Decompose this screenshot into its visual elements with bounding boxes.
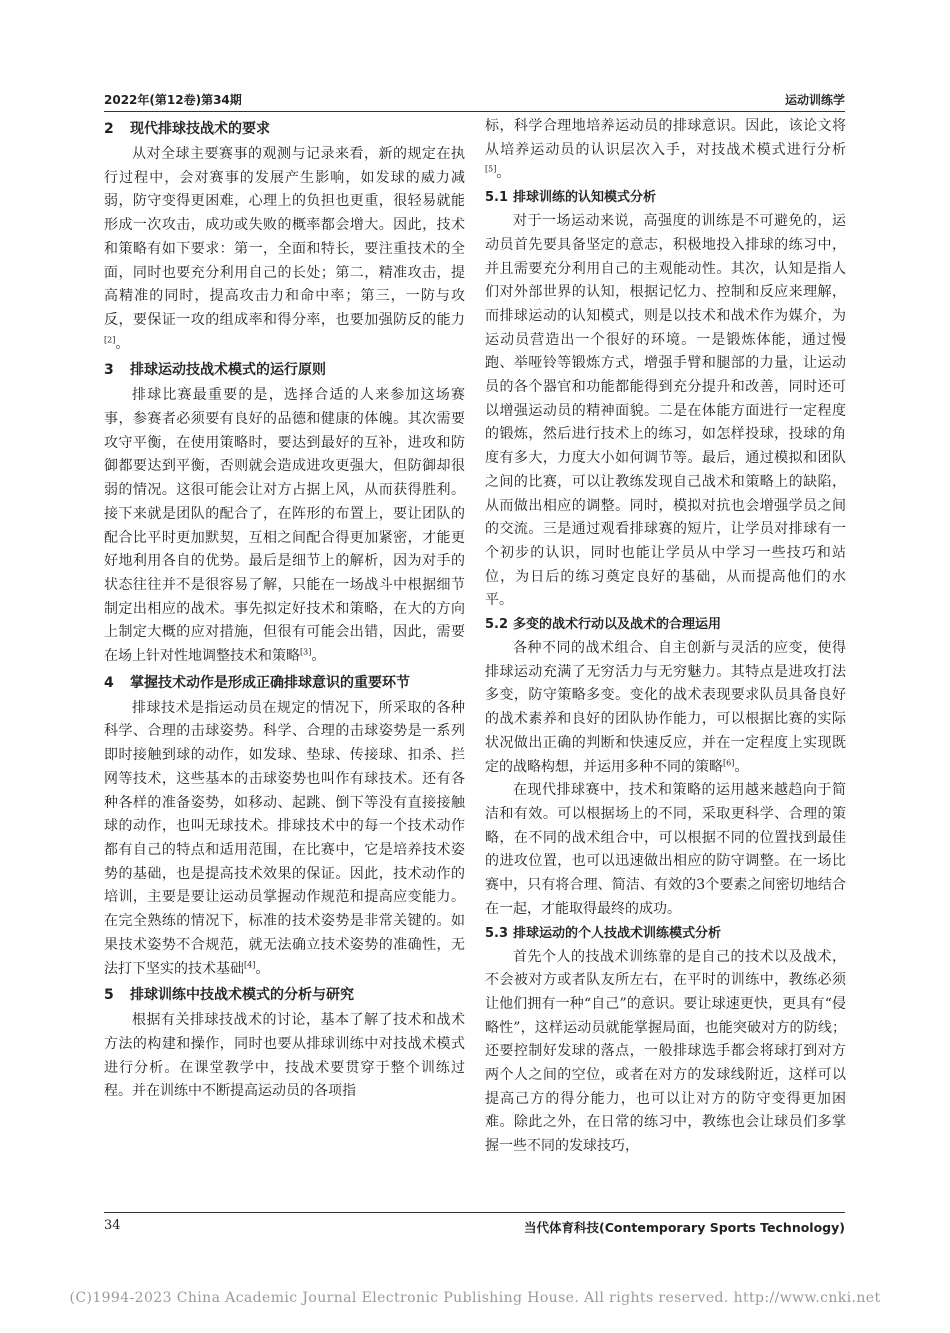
section-2-heading <box>104 117 465 141</box>
paragraph: 从对全球主要赛事的观测与记录来看，新的规定在执行过程中，会对赛事的发展产生影响，如发球的威力减弱，防守变得更困难，心理上的负担也更重，很轻易就能形成一次攻击，成功或失败的概率都会增大。因此，技术和策略有如下要求：第一，全面和特长，要注重技术的全面，同时也要充分利用自己的长处；第二，精准攻击，提高精准的同时，提高攻击力和命中率；第三，一防与攻反，要保证一攻的组成率和得分率，也要加强防反的能力[2]。 <box>104 146 465 352</box>
section-4-heading <box>104 671 465 695</box>
section-number: 5 <box>104 987 114 1004</box>
citation: [4] <box>244 959 256 969</box>
footer-divider <box>104 1212 845 1213</box>
left-column <box>104 115 465 1104</box>
section-title: 排球训练中技战术模式的分析与研究 <box>130 987 354 1004</box>
section-number: 5.2 <box>485 617 509 633</box>
section-number: 5.3 <box>485 925 509 941</box>
citation: [2] <box>104 334 116 344</box>
section-number: 3 <box>104 362 114 379</box>
section-title: 排球运动的个人技战术训练模式分析 <box>513 925 722 941</box>
paragraph: 各种不同的战术组合、自主创新与灵活的应变，使得排球运动充满了无穷活力与无穷魅力。其特点是进攻打法多变，防守策略多变。变化的战术表现要求队员具备良好的战术素养和良好的团队协作能力，可以根据比赛的实际状况做出正确的判断和快速反应，并在一定程度上实现既定的战略构想，并运用多种不同的策略[6]。 <box>485 640 846 775</box>
section-title: 掌握技术动作是形成正确排球意识的重要环节 <box>130 674 410 691</box>
paragraph: 排球比赛最重要的是，选择合适的人来参加这场赛事，参赛者必须要有良好的品德和健康的体魄。其次需要攻守平衡，在使用策略时，要达到最好的互补，进攻和防御都要达到平衡，否则就会造成进攻更强大，但防御却很弱的情况。这很可能会让对方占据上风，从而获得胜利。接下来就是团队的配合了，在阵形的布置上，要让团队的配合比平时更加默契，互相之间配合得更加紧密，才能更好地利用各自的优势。最后是细节上的解析，因为对手的状态往往并不是很容易了解，只能在一场战斗中根据细节制定出相应的战术。事先拟定好技术和策略，在大的方向上制定大概的应对措施，但很有可能会出错，因此，需要在场上针对性地调整技术和策略[3]。 <box>104 387 465 665</box>
issue-info: 2022年(第12卷)第34期 <box>104 93 242 107</box>
page-number: 34 <box>104 1218 121 1233</box>
section-5-3-heading <box>485 923 846 945</box>
citation: [3] <box>300 647 312 657</box>
section-title: 排球训练的认知模式分析 <box>513 190 657 206</box>
section-5-1-heading <box>485 187 846 209</box>
paragraph: 排球技术是指运动员在规定的情况下，所采取的各种科学、合理的击球姿势。科学、合理的击球姿势是一系列即时接触到球的动作，如发球、垫球、传接球、扣杀、拦网等技术，这些基本的击球姿势也叫作有球技术。还有各种各样的准备姿势，如移动、起跳、倒下等没有直接接触球的动作，也叫无球技术。排球技术中的每一个技术动作都有自己的特点和适用范围，在比赛中，它是培养技术姿势的基础，也是提高技术效果的保证。因此，技术动作的培训，主要是要让运动员掌握动作规范和提高应变能力。在完全熟练的情况下，标准的技术姿势是非常关键的。如果技术姿势不合规范，就无法确立技术姿势的准确性，无法打下坚实的技术基础[4]。 <box>104 699 465 977</box>
section-3-heading <box>104 358 465 382</box>
right-column <box>485 115 846 1159</box>
paragraph: 对于一场运动来说，高强度的训练是不可避免的，运动员首先要具备坚定的意志，积极地投入排球的练习中，并且需要充分利用自己的主观能动性。其次，认知是指人们对外部世界的认知，根据记忆力、控制和反应来理解，而排球运动的认知模式，则是以技术和战术作为媒介，为运动员营造出一个很好的环境。一是锻炼体能，通过慢跑、举哑铃等锻炼方式，增强手臂和腿部的力量，让运动员的各个器官和功能都能得到充分提升和改善，同时还可以增强运动员的精神面貌。二是在体能方面进行一定程度的锻炼，然后进行技术上的练习，如怎样投球，投球的角度有多大，力度大小如何调节等。最后，通过模拟和团队之间的比赛，可以让教练发现自己战术和策略上的缺陷，从而做出相应的调整。同时，模拟对抗也会增强学员之间的交流。三是通过观看排球赛的短片，让学员对排球有一个初步的认识，同时也能让学员从中学习一些技巧和站位，为日后的练习奠定良好的基础，从而提高他们的水平。 <box>485 213 846 609</box>
section-title: 现代排球技战术的要求 <box>130 121 270 137</box>
paragraph: 首先个人的技战术训练靠的是自己的技术以及战术，不会被对方或者队友所左右，在平时的训练中，教练必须让他们拥有一种“自己”的意识。要让球速更快，更具有“侵略性”，这样运动员就能掌握局面，也能突破对方的防线；还要控制好发球的落点，一般排球选手都会将球打到对方两个人之间的空位，或者在对方的发球线附近，这样可以提高己方的得分能力，也可以让对方的防守变得更加困难。除此之外，在日常的练习中，教练也会让球员们多掌握一些不同的发球技巧， <box>485 948 846 1155</box>
citation: [6] <box>723 757 735 767</box>
section-number: 4 <box>104 674 114 691</box>
section-5-2-heading <box>485 614 846 636</box>
section-number: 2 <box>104 121 114 137</box>
section-name: 运动训练学 <box>784 93 845 107</box>
section-title: 多变的战术行动以及战术的合理运用 <box>513 617 722 633</box>
section-number: 5.1 <box>485 190 509 206</box>
header-divider <box>104 111 845 112</box>
paragraph: 在现代排球赛中，技术和策略的运用越来越趋向于简洁和有效。可以根据场上的不同，采取更科学、合理的策略，在不同的战术组合中，可以根据不同的位置找到最佳的进攻位置，也可以迅速做出相应的防守调整。在一场比赛中，只有将合理、简洁、有效的3个要素之间密切地结合在一起，才能取得最终的成功。 <box>485 782 846 917</box>
journal-name: 当代体育科技(Contemporary Sports Technology) <box>524 1220 845 1235</box>
section-title: 排球运动技战术模式的运行原则 <box>130 362 326 379</box>
running-header <box>104 88 845 108</box>
copyright-watermark: (C)1994-2023 China Academic Journal Electronic Publishing House. All rights reserved. http://www.cnki.net <box>69 1290 881 1306</box>
section-5-heading <box>104 983 465 1007</box>
running-footer <box>104 1216 845 1238</box>
paragraph-continuation: 标，科学合理地培养运动员的排球意识。因此，该论文将从培养运动员的认识层次入手，对技战术模式进行分析[5]。 <box>485 118 846 182</box>
paragraph: 根据有关排球技战术的讨论，基本了解了技术和战术方法的构建和操作，同时也要从排球训练中对技战术模式进行分析。在课堂教学中，技战术要贯穿于整个训练过程。并在训练中不断提高运动员的各项指 <box>104 1012 465 1100</box>
citation: [5] <box>485 164 497 174</box>
